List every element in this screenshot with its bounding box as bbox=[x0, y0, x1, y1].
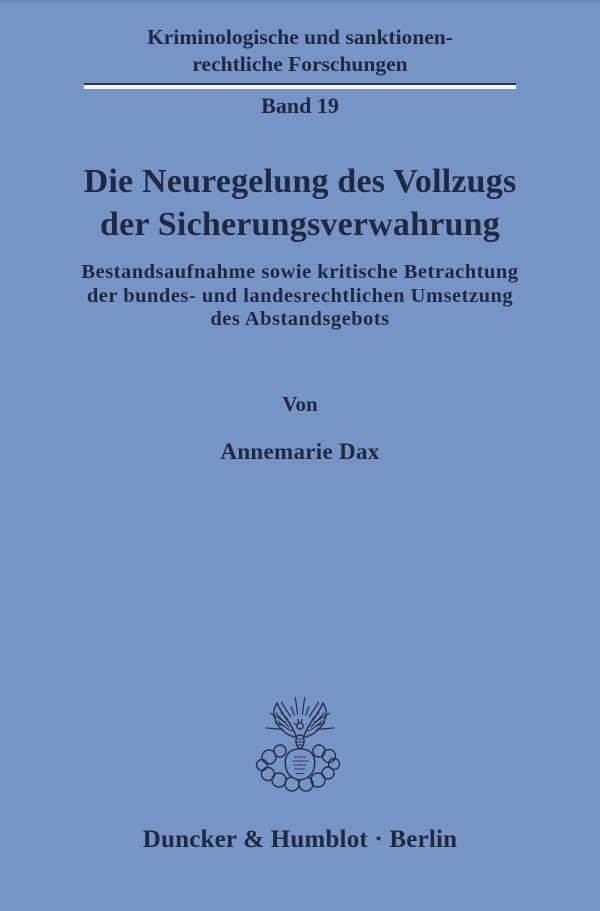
book-title bbox=[0, 160, 600, 246]
series-title-line1: Kriminologische und sanktionen- bbox=[147, 25, 453, 49]
book-subtitle-line2: der bundes- und landesrechtlichen Umsetzung bbox=[86, 284, 514, 307]
rule-light-line bbox=[84, 85, 516, 89]
series-title bbox=[0, 24, 600, 78]
book-subtitle-line1: Bestandsaufnahme sowie kritische Betrachtung bbox=[81, 261, 519, 283]
book-title-line2: der Sicherungsverwahrung bbox=[100, 206, 500, 243]
book-subtitle bbox=[0, 261, 600, 332]
byline-label: Von bbox=[282, 392, 318, 416]
series-title-line2: rechtliche Forschungen bbox=[192, 52, 408, 76]
cover-top-edge bbox=[0, 0, 600, 3]
series-volume: Band 19 bbox=[261, 93, 339, 118]
series-divider-rule bbox=[84, 83, 516, 89]
phoenix-emblem-icon bbox=[250, 691, 350, 795]
book-subtitle-line3: des Abstandsgebots bbox=[210, 308, 390, 330]
author-name: Annemarie Dax bbox=[220, 439, 380, 464]
publisher-imprint: Duncker & Humblot · Berlin bbox=[142, 826, 458, 853]
book-title-line1: Die Neuregelung des Vollzugs bbox=[83, 163, 517, 200]
